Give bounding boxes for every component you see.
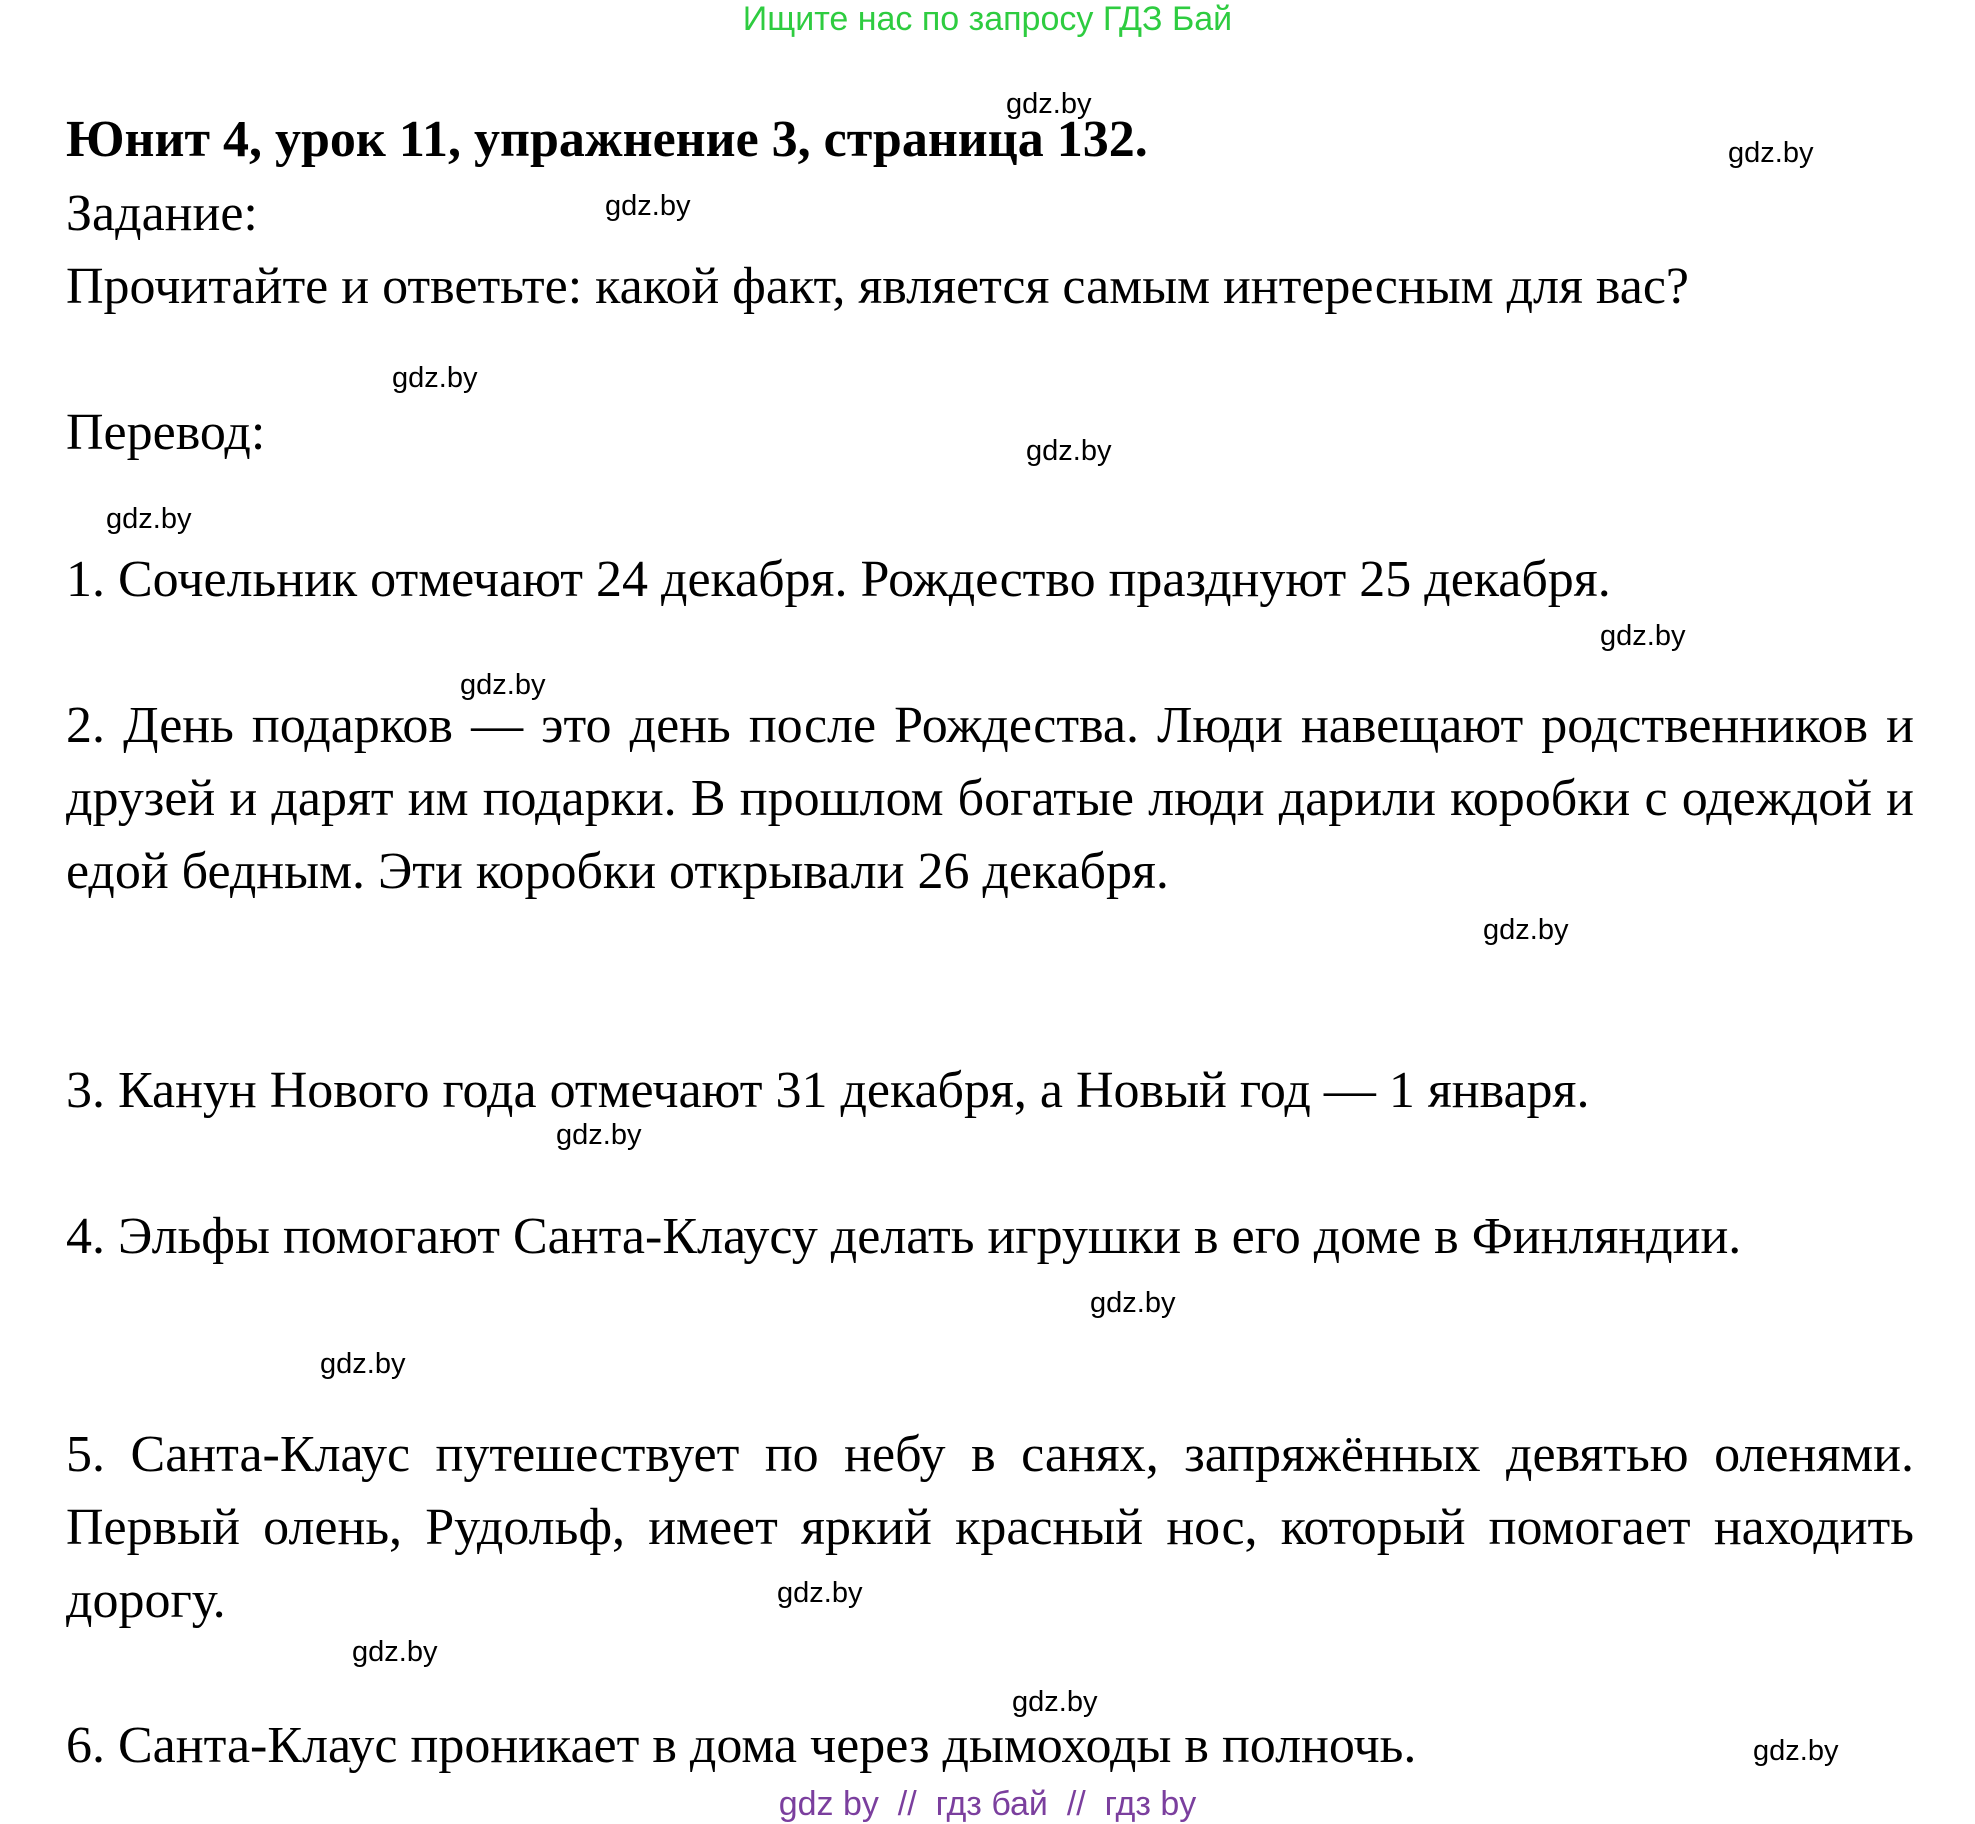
watermark: gdz.by — [460, 669, 546, 701]
watermark: gdz.by — [1753, 1735, 1839, 1767]
footer-links — [0, 1785, 1975, 1824]
watermark: gdz.by — [1090, 1287, 1176, 1319]
watermark: gdz.by — [1600, 620, 1686, 652]
watermark: gdz.by — [1012, 1686, 1098, 1718]
list-item: 2. День подарков — это день после Рождества. Люди навещают родственников и друзей и дарят им подарки. В прошлом богатые люди дарили коробки с одеждой и едой бедным. Эти коробки открывали 26 декабря. — [66, 697, 1914, 900]
watermark: gdz.by — [320, 1348, 406, 1380]
list-item: 4. Эльфы помогают Санта-Клаусу делать игрушки в его доме в Финляндии. — [66, 1208, 1742, 1265]
list-item: 6. Санта-Клаус проникает в дома через дымоходы в полночь. — [66, 1717, 1417, 1774]
watermark: gdz.by — [1483, 914, 1569, 946]
translation-label: Перевод: — [66, 404, 266, 461]
watermark: gdz.by — [605, 190, 691, 222]
list-item: 3. Канун Нового года отмечают 31 декабря, а Новый год — 1 января. — [66, 1062, 1590, 1119]
task-text: Прочитайте и ответьте: какой факт, является самым интересным для вас? — [66, 258, 1689, 315]
watermark: gdz.by — [352, 1636, 438, 1668]
list-item: 5. Санта-Клаус путешествует по небу в санях, запряжённых девятью оленями. Первый олень, Рудольф, имеет яркий красный нос, который помогает находить дорогу. — [66, 1426, 1914, 1629]
watermark: gdz.by — [556, 1119, 642, 1151]
list-item: 1. Сочельник отмечают 24 декабря. Рождество празднуют 25 декабря. — [66, 551, 1611, 608]
watermark: gdz.by — [392, 362, 478, 394]
watermark: gdz.by — [1006, 88, 1092, 120]
watermark: gdz.by — [1026, 435, 1112, 467]
watermark: gdz.by — [777, 1577, 863, 1609]
watermark: gdz.by — [1728, 137, 1814, 169]
watermark: gdz.by — [106, 503, 192, 535]
search-banner: Ищите нас по запросу ГДЗ Бай — [742, 0, 1233, 38]
footer-text: gdz by // гдз бай // гдз by — [778, 1785, 1197, 1823]
page-title: Юнит 4, урок 11, упражнение 3, страница 132. — [66, 111, 1148, 168]
task-label: Задание: — [66, 185, 258, 242]
